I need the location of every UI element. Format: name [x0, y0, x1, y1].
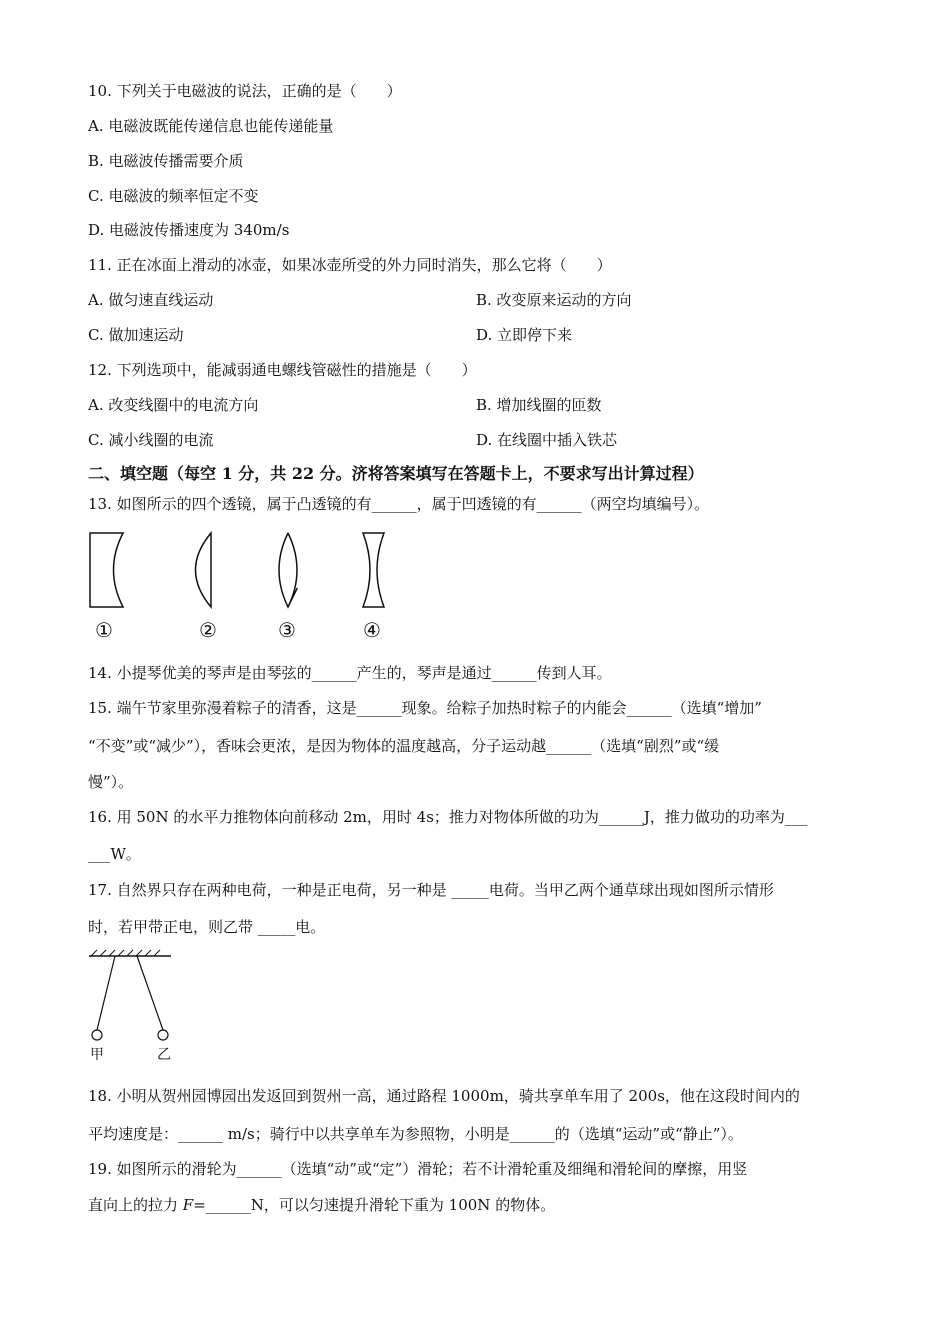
q13-stem: 13. 如图所示的四个透镜，属于凸透镜的有______，属于凹透镜的有______（两空均填编号）。 — [88, 495, 710, 513]
q10-option-b: B. 电磁波传播需要介质 — [88, 152, 244, 170]
q19-line-1: 19. 如图所示的滑轮为______（选填“动”或“定”）滑轮；若不计滑轮重及细绳和滑轮间的摩擦，用竖 — [88, 1160, 748, 1178]
pith-ball-figure — [85, 945, 185, 1045]
ceiling-hatching — [91, 950, 160, 956]
q17-line-1: 17. 自然界只存在两种电荷，一种是正电荷，另一种是 _____电荷。当甲乙两个通草球出现如图所示情形 — [88, 881, 774, 899]
q15-line-2: “不变”或“减少”），香味会更浓，是因为物体的温度越高，分子运动越______（选填“剧烈”或“缓 — [88, 737, 720, 755]
lens-label-4: ④ — [363, 618, 381, 642]
q19-line-2-pre: 直向上的拉力 — [88, 1196, 183, 1214]
q12-option-a: A. 改变线圈中的电流方向 — [88, 396, 259, 414]
section-heading: 二、填空题（每空 1 分，共 22 分。济将答案填写在答题卡上，不要求写出计算过程） — [88, 464, 704, 483]
q17-line-2: 时，若甲带正电，则乙带 _____电。 — [88, 918, 326, 936]
lens-figure — [80, 525, 420, 615]
q10-option-d: D. 电磁波传播速度为 340m/s — [88, 221, 290, 239]
lens-label-1: ① — [95, 618, 113, 642]
q16-line-2: ___W。 — [88, 845, 141, 863]
q12-option-b: B. 增加线圈的匝数 — [476, 396, 602, 414]
q12-stem: 12. 下列选项中，能减弱通电螺线管磁性的措施是（ ） — [88, 361, 477, 379]
ball-yi — [158, 1030, 168, 1040]
ball-label-jia: 甲 — [90, 1047, 104, 1063]
lens-label-2: ② — [199, 618, 217, 642]
q19-line-2 — [88, 1195, 555, 1215]
string-yi — [137, 956, 163, 1030]
q11-stem: 11. 正在冰面上滑动的冰壶，如果冰壶所受的外力同时消失，那么它将（ ） — [88, 256, 612, 274]
q10-stem: 10. 下列关于电磁波的说法，正确的是（ ） — [88, 82, 402, 100]
q12-option-c: C. 减小线圈的电流 — [88, 431, 214, 449]
q11-option-b: B. 改变原来运动的方向 — [476, 291, 632, 309]
q11-option-a: A. 做匀速直线运动 — [88, 291, 214, 309]
string-jia — [97, 956, 115, 1030]
q10-option-c: C. 电磁波的频率恒定不变 — [88, 187, 259, 205]
lens-2-shape — [196, 533, 212, 607]
q12-option-d: D. 在线圈中插入铁芯 — [476, 431, 618, 449]
ball-jia — [92, 1030, 102, 1040]
q14-stem: 14. 小提琴优美的琴声是由琴弦的______产生的，琴声是通过______传到人耳。 — [88, 664, 612, 682]
lens-1-shape — [90, 533, 123, 607]
force-symbol: F — [182, 1196, 194, 1214]
q15-line-1: 15. 端午节家里弥漫着粽子的清香，这是______现象。给粽子加热时粽子的内能会______（选填“增加” — [88, 699, 762, 717]
q10-option-a: A. 电磁波既能传递信息也能传递能量 — [88, 117, 334, 135]
q11-option-d: D. 立即停下来 — [476, 326, 573, 344]
lens-3-shape — [279, 533, 297, 607]
lens-4-shape — [363, 533, 384, 607]
q11-option-c: C. 做加速运动 — [88, 326, 184, 344]
ball-label-yi: 乙 — [157, 1047, 171, 1063]
q15-line-3: 慢”）。 — [88, 773, 134, 791]
q18-line-2: 平均速度是：______ m/s；骑行中以共享单车为参照物，小明是______的（选填“运动”或“静止”）。 — [88, 1125, 743, 1143]
q18-line-1: 18. 小明从贺州园博园出发返回到贺州一高，通过路程 1000m，骑共享单车用了 200s，他在这段时间内的 — [88, 1087, 800, 1105]
lens-label-3: ③ — [278, 618, 296, 642]
q19-line-2-post: =______N，可以匀速提升滑轮下重为 100N 的物体。 — [193, 1196, 556, 1214]
q16-line-1: 16. 用 50N 的水平力推物体向前移动 2m，用时 4s；推力对物体所做的功为______J，推力做功的功率为___ — [88, 808, 808, 826]
